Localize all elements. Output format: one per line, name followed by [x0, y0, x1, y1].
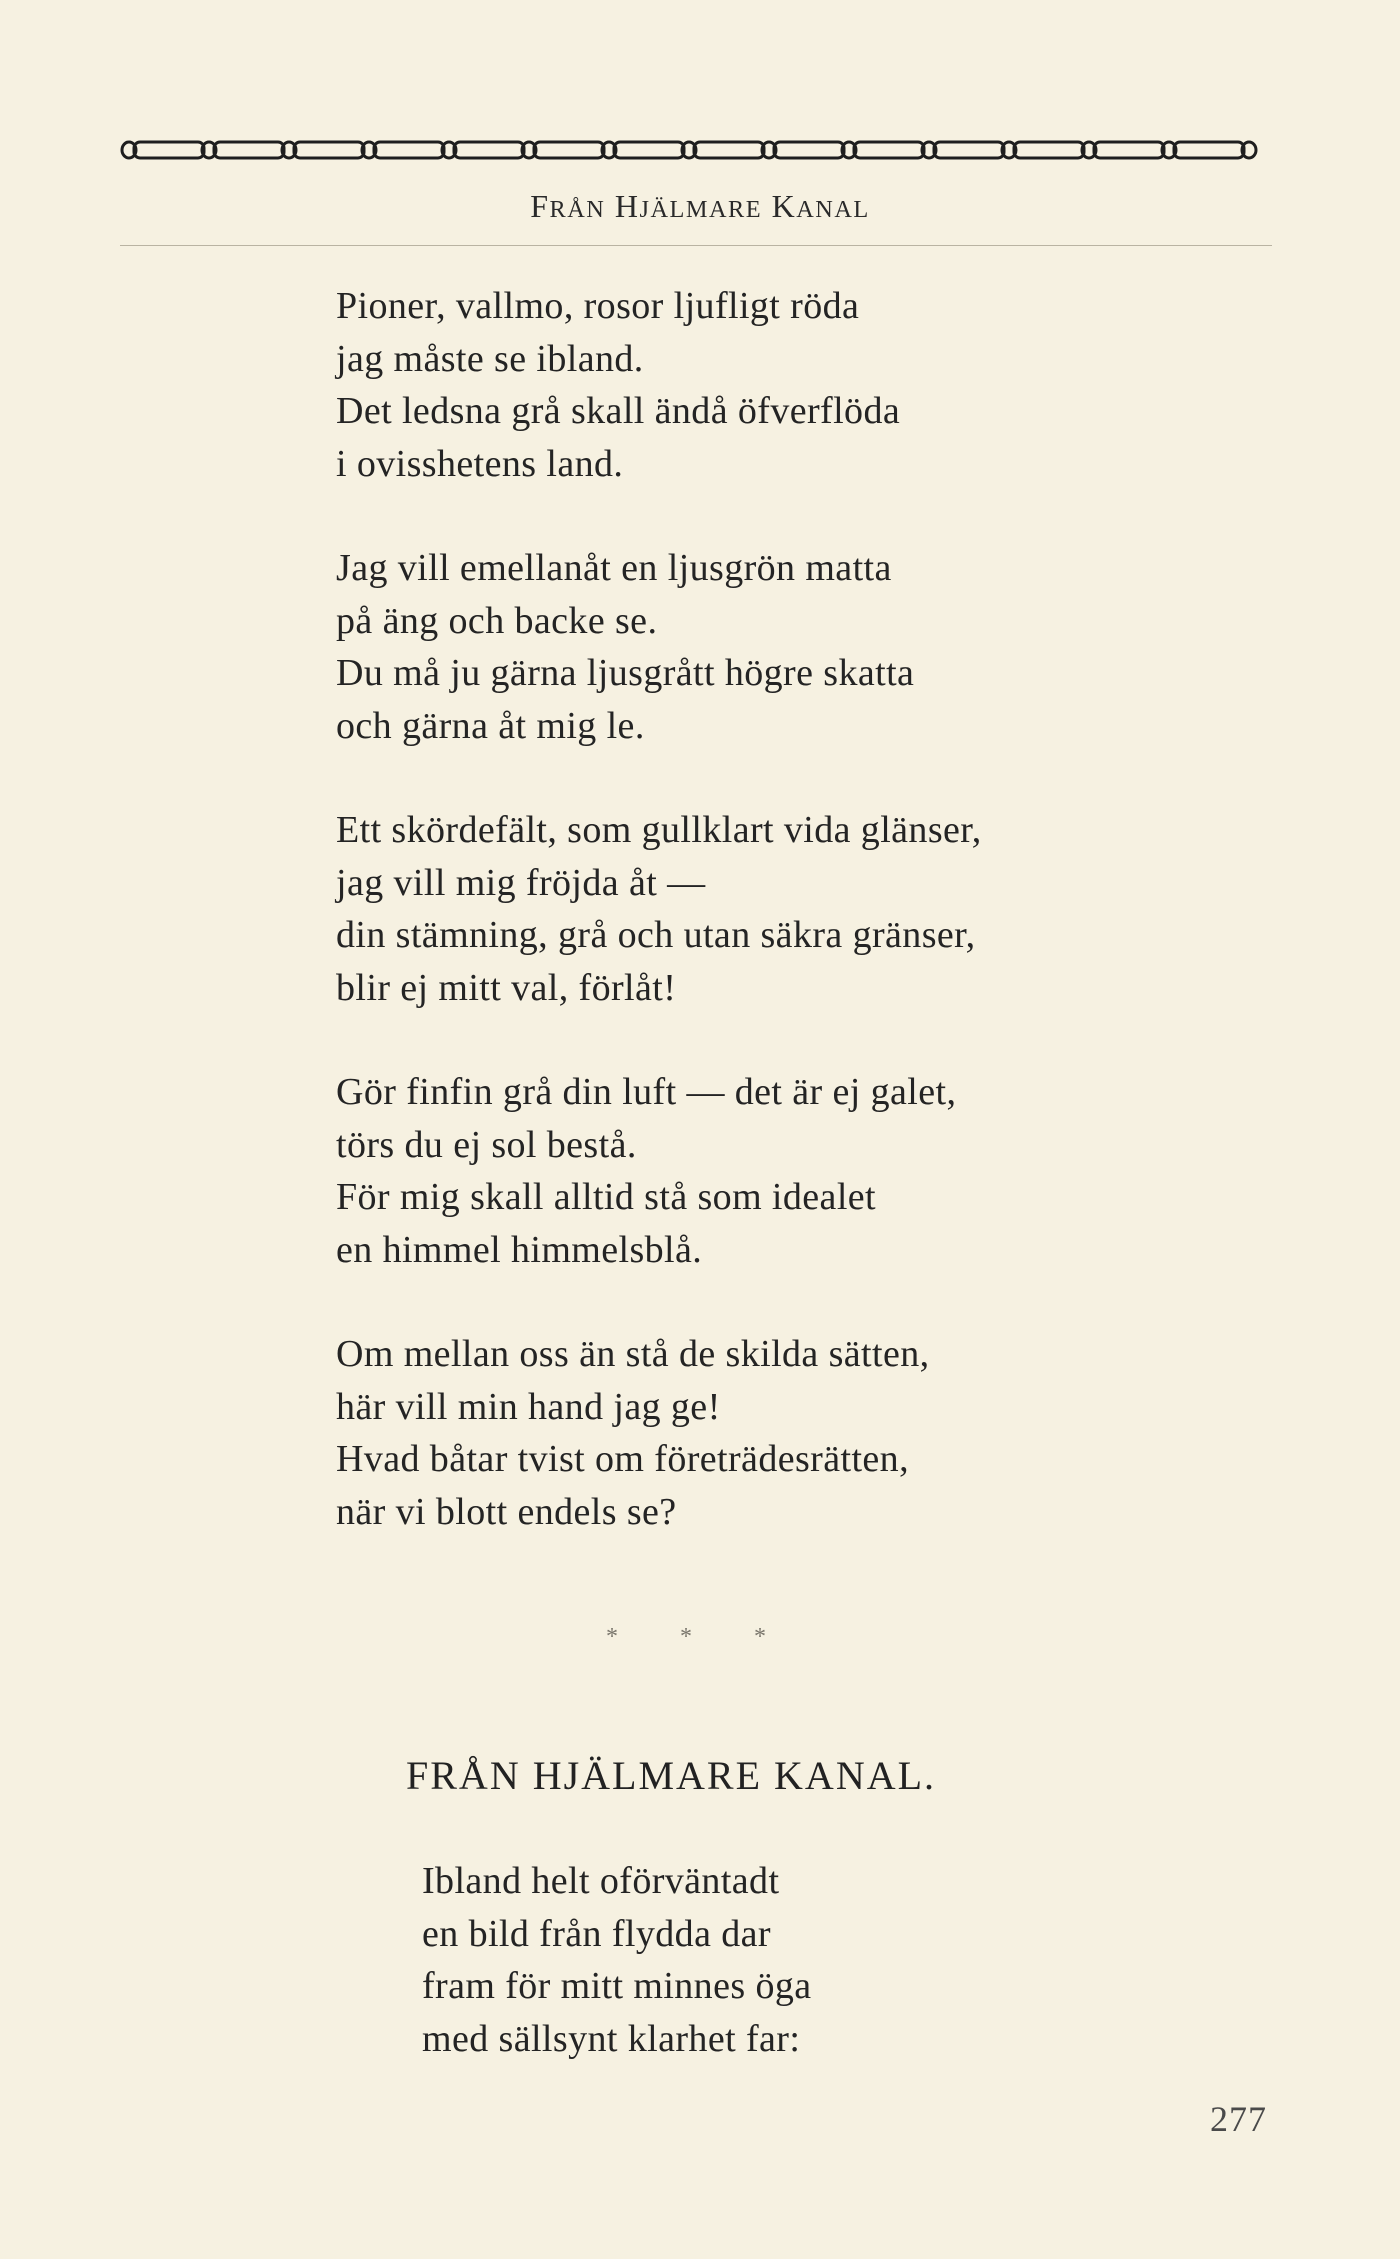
- page-number: 277: [1210, 2099, 1267, 2139]
- poem-body: [336, 280, 1236, 1590]
- chain-link: [454, 142, 524, 158]
- chain-link: [1094, 142, 1164, 158]
- stanza-4: [336, 1066, 1236, 1276]
- chain-link: [294, 142, 364, 158]
- poem-line: Jag vill emellanåt en ljusgrön matta: [336, 547, 892, 589]
- section-title: FRÅN HJÄLMARE KANAL.: [406, 1753, 937, 1798]
- poem-line: en himmel himmelsblå.: [336, 1228, 703, 1271]
- poem-line: Hvad båtar tvist om företrädesrätten,: [336, 1438, 909, 1480]
- poem-line: här vill min hand jag ge!: [336, 1385, 721, 1428]
- poem-line: Ibland helt oförväntadt: [422, 1860, 780, 1902]
- chain-ornament-border: [120, 138, 1268, 162]
- stanza-1: [336, 280, 1236, 490]
- poem-line: blir ej mitt val, förlåt!: [336, 966, 677, 1009]
- chain-link: [374, 142, 444, 158]
- poem-line: jag vill mig fröjda åt —: [336, 861, 706, 904]
- running-head-word3-initial: K: [771, 188, 797, 224]
- chain-link: [534, 142, 604, 158]
- poem-line: en bild från flydda dar: [422, 1912, 771, 1955]
- chain-link: [934, 142, 1004, 158]
- second-poem-body: [422, 1855, 1122, 2065]
- chain-link: [774, 142, 844, 158]
- stanza-5: [336, 1328, 1236, 1538]
- chain-link: [1174, 142, 1244, 158]
- poem-line: Om mellan oss än stå de skilda sätten,: [336, 1333, 930, 1375]
- chain-link: [214, 142, 284, 158]
- chain-link: [1014, 142, 1084, 158]
- running-head-word1-rest: RÅN: [549, 196, 606, 223]
- stanza-3: [336, 804, 1236, 1014]
- stanza-2: [336, 542, 1236, 752]
- running-head: [0, 188, 1400, 225]
- poem-line: törs du ej sol bestå.: [336, 1123, 637, 1166]
- running-head-word3-rest: ANAL: [796, 196, 870, 223]
- chain-link: [694, 142, 764, 158]
- chain-link: [614, 142, 684, 158]
- chain-link: [854, 142, 924, 158]
- poem-line: Ett skördefält, som gullklart vida glänser,: [336, 809, 982, 851]
- poem-line: För mig skall alltid stå som idealet: [336, 1176, 876, 1218]
- poem-line: fram för mitt minnes öga: [422, 1965, 812, 2007]
- poem-line: och gärna åt mig le.: [336, 704, 645, 747]
- poem-line: din stämning, grå och utan säkra gränser,: [336, 914, 976, 956]
- poem-line: Gör finfin grå din luft — det är ej galet,: [336, 1071, 957, 1113]
- poem-line: jag måste se ibland.: [336, 337, 644, 380]
- poem-line: på äng och backe se.: [336, 599, 658, 642]
- poem-line: Det ledsna grå skall ändå öfverflöda: [336, 390, 901, 432]
- section-separator-asterisks: * * *: [606, 1624, 794, 1650]
- poem-line: med sällsynt klarhet far:: [422, 2017, 801, 2060]
- running-head-word1-initial: F: [530, 188, 550, 224]
- poem-line: i ovisshetens land.: [336, 442, 624, 485]
- poem-line: Pioner, vallmo, rosor ljufligt röda: [336, 285, 860, 327]
- running-head-word2-initial: H: [614, 188, 640, 224]
- chain-link: [134, 142, 204, 158]
- running-head-word2-rest: JÄLMARE: [639, 196, 763, 223]
- header-rule: [120, 245, 1272, 246]
- poem-line: när vi blott endels se?: [336, 1490, 677, 1533]
- poem-line: Du må ju gärna ljusgrått högre skatta: [336, 652, 915, 694]
